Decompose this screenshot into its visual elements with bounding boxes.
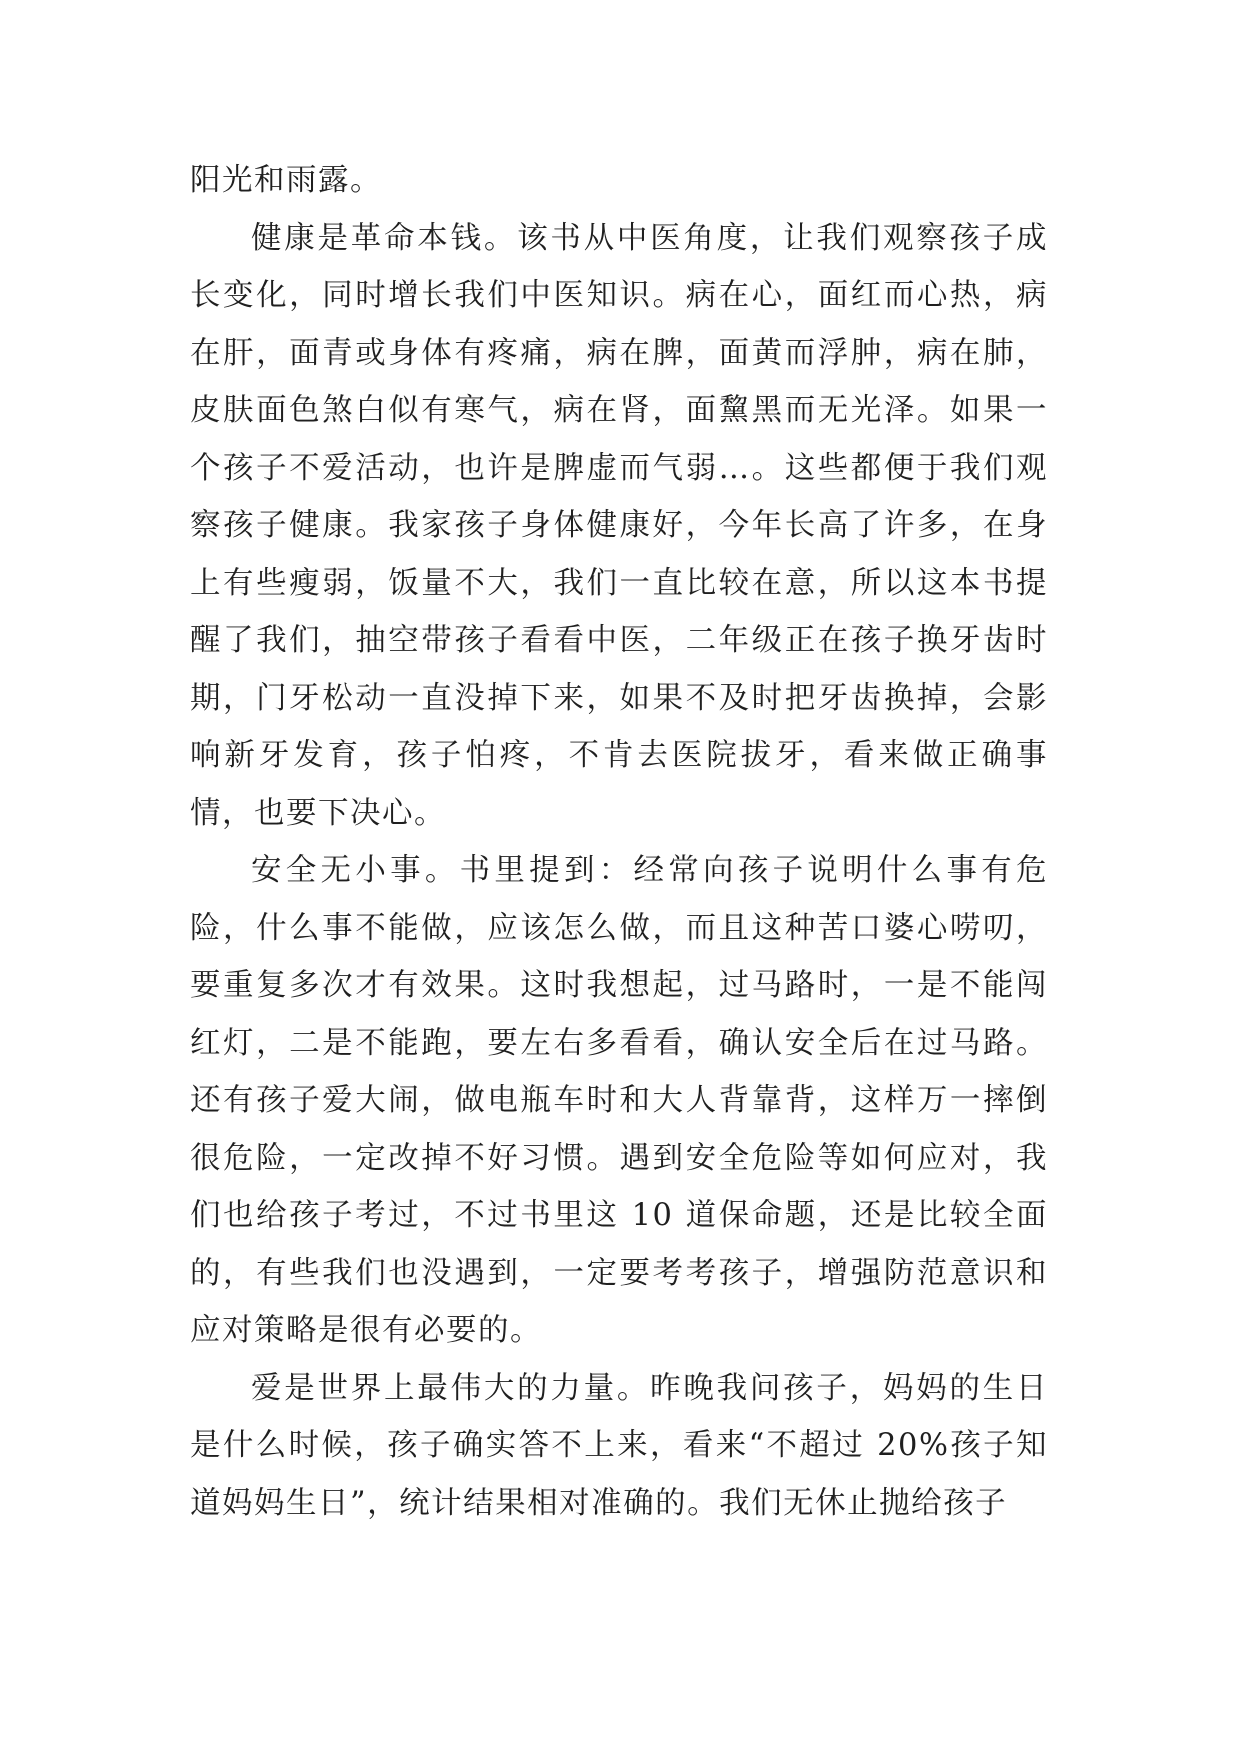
paragraph-health: 健康是革命本钱。该书从中医角度，让我们观察孩子成长变化，同时增长我们中医知识。病在心，面红而心热，病在肝，面青或身体有疼痛，病在脾，面黄而浮肿，病在肺，皮肤面色煞白似有寒气，病在肾，面黧黑而无光泽。如果一个孩子不爱活动，也许是脾虚而气弱…。这些都便于我们观察孩子健康。我家孩子身体健康好，今年长高了许多，在身上有些瘦弱，饭量不大，我们一直比较在意，所以这本书提醒了我们，抽空带孩子看看中医，二年级正在孩子换牙齿时期，门牙松动一直没掉下来，如果不及时把牙齿换掉，会影响新牙发育，孩子怕疼，不肯去医院拔牙，看来做正确事情，也要下决心。 — [190, 220, 1048, 831]
paragraph-love: 爱是世界上最伟大的力量。昨晚我问孩子，妈妈的生日是什么时候，孩子确实答不上来，看来“不超过 20%孩子知道妈妈生日”，统计结果相对准确的。我们无休止抛给孩子 — [190, 1370, 1048, 1521]
body-text — [190, 152, 1048, 1532]
paragraph-safety: 安全无小事。书里提到：经常向孩子说明什么事有危险，什么事不能做，应该怎么做，而且这种苦口婆心唠叨，要重复多次才有效果。这时我想起，过马路时，一是不能闯红灯，二是不能跑，要左右多看看，确认安全后在过马路。还有孩子爱大闹，做电瓶车时和大人背靠背，这样万一摔倒很危险，一定改掉不好习惯。遇到安全危险等如何应对，我们也给孩子考过，不过书里这 10 道保命题，还是比较全面的，有些我们也没遇到，一定要考考孩子，增强防范意识和应对策略是很有必要的。 — [190, 853, 1048, 1348]
paragraph-continuation: 阳光和雨露。 — [190, 163, 382, 198]
